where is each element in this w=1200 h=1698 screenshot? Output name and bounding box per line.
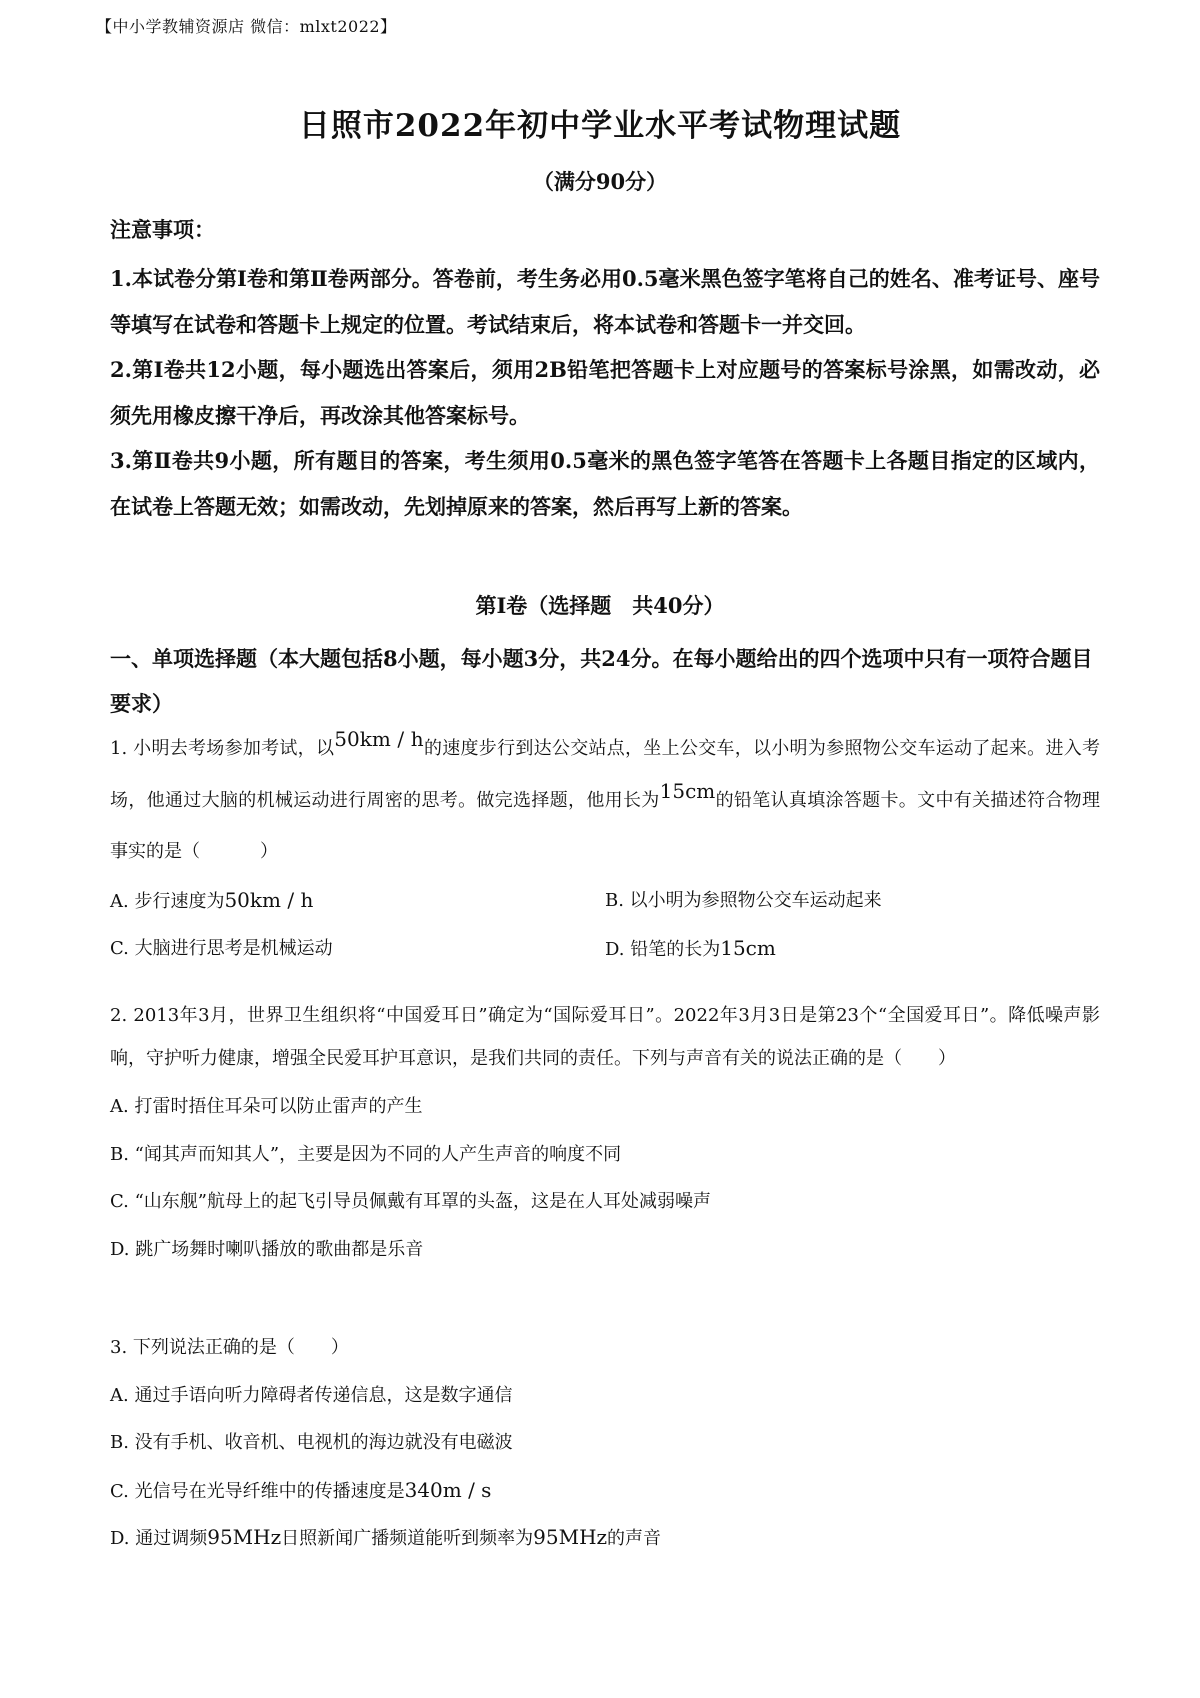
- instructions-body: [110, 256, 1100, 529]
- section-title: 第Ⅰ卷（选择题 共40分）: [475, 593, 725, 618]
- q1-math-speed: 50km / h: [334, 727, 424, 751]
- q1-option-c: C. 大脑进行思考是机械运动: [110, 937, 333, 959]
- q2-option-c: C. “山东舰”航母上的起飞引导员佩戴有耳罩的头盔，这是在人耳处减弱噪声: [110, 1191, 711, 1212]
- q1-options-row-2: [110, 925, 1100, 973]
- question-2: [110, 994, 1100, 1273]
- q3-option-d-math-1: 95MHz: [207, 1525, 282, 1549]
- q3-option-c: [110, 1467, 1100, 1515]
- q3-option-c-math: 340m / s: [404, 1477, 492, 1502]
- q2-option-d: D. 跳广场舞时喇叭播放的歌曲都是乐音: [110, 1238, 424, 1260]
- instruction-item: 3.第Ⅱ卷共9小题，所有题目的答案，考生须用0.5毫米的黑色签字笔答在答题卡上各题目指定的区域内，在试卷上答题无效；如需改动，先划掉原来的答案，然后再写上新的答案。: [110, 448, 1100, 519]
- instructions: [110, 214, 1100, 529]
- exam-title: 日照市2022年初中学业水平考试物理试题: [298, 108, 902, 144]
- q1-option-b: B. 以小明为参照物公交车运动起来: [605, 890, 882, 911]
- q3-option-b: B. 没有手机、收音机、电视机的海边就没有电磁波: [110, 1432, 513, 1453]
- q1-option-d-math: 15cm: [720, 935, 776, 960]
- q3-option-d: [110, 1514, 1100, 1562]
- q1-text-4: ）: [260, 841, 278, 862]
- part-title: 一、单项选择题（本大题包括8小题，每小题3分，共24分。在每小题给出的四个选项中只有一项符合题目要求）: [110, 646, 1093, 716]
- q1-option-d: [605, 925, 1100, 973]
- q1-option-d-text: D. 铅笔的长为: [605, 938, 721, 960]
- q2-option-b: B. “闻其声而知其人”，主要是因为不同的人产生声音的响度不同: [110, 1143, 622, 1165]
- q3-option-d-math-2: 95MHz: [533, 1525, 608, 1549]
- q3-option-d-text-3: 的声音: [607, 1528, 662, 1549]
- question-1: [110, 722, 1100, 972]
- q1-math-length: 15cm: [659, 779, 716, 803]
- question-1-stem: [110, 722, 1100, 877]
- instructions-heading: 注意事项：: [110, 217, 215, 242]
- q1-options-row-1: [110, 877, 1100, 925]
- q2-option-a: A. 打雷时捂住耳朵可以防止雷声的产生: [110, 1096, 423, 1117]
- q1-text-2: 的速度步行到达公交站点，坐上公交车，以小明为参照物公交车运动了起来。进入考场，他通过大脑的机械运动进行周密的思考。做完选择题，他用长为: [110, 738, 1100, 811]
- q3-option-d-text-2: 日照新闻广播频道能听到频率为: [281, 1528, 534, 1549]
- q1-text-1: 1. 小明去考场参加考试，以: [110, 738, 335, 759]
- q1-text-3: 的铅笔认真填涂答题卡。文中有关描述符合物理事实的是（: [110, 790, 1101, 862]
- instruction-item: 2.第Ⅰ卷共12小题，每小题选出答案后，须用2B铅笔把答题卡上对应题号的答案标号涂黑，如需改动，必须先用橡皮擦干净后，再改涂其他答案标号。: [110, 357, 1100, 428]
- q3-option-d-text-1: D. 通过调频: [110, 1528, 208, 1549]
- q1-option-a: [110, 877, 605, 925]
- exam-subtitle: （满分90分）: [532, 169, 668, 194]
- q1-option-a-math: 50km / h: [224, 888, 314, 912]
- question-2-stem: 2. 2013年3月，世界卫生组织将“中国爱耳日”确定为“国际爱耳日”。2022年3月3日是第23个“全国爱耳日”。降低噪声影响，守护听力健康，增强全民爱耳护耳意识，是我们共同的责任。下列与声音有关的说法正确的是（ ）: [110, 1005, 1100, 1069]
- q1-option-a-text: A. 步行速度为: [110, 891, 225, 912]
- question-3: [110, 1324, 1100, 1562]
- instruction-item: 1.本试卷分第Ⅰ卷和第Ⅱ卷两部分。答卷前，考生务必用0.5毫米黑色签字笔将自己的姓名、准考证号、座号等填写在试卷和答题卡上规定的位置。考试结束后，将本试卷和答题卡一并交回。: [110, 266, 1100, 337]
- q3-option-a: A. 通过手语向听力障碍者传递信息，这是数字通信: [110, 1384, 513, 1406]
- q3-option-c-text: C. 光信号在光导纤维中的传播速度是: [110, 1480, 405, 1502]
- question-3-stem: 3. 下列说法正确的是（ ）: [110, 1337, 349, 1358]
- watermark-text: 【中小学教辅资源店 微信：mlxt2022】: [96, 17, 397, 36]
